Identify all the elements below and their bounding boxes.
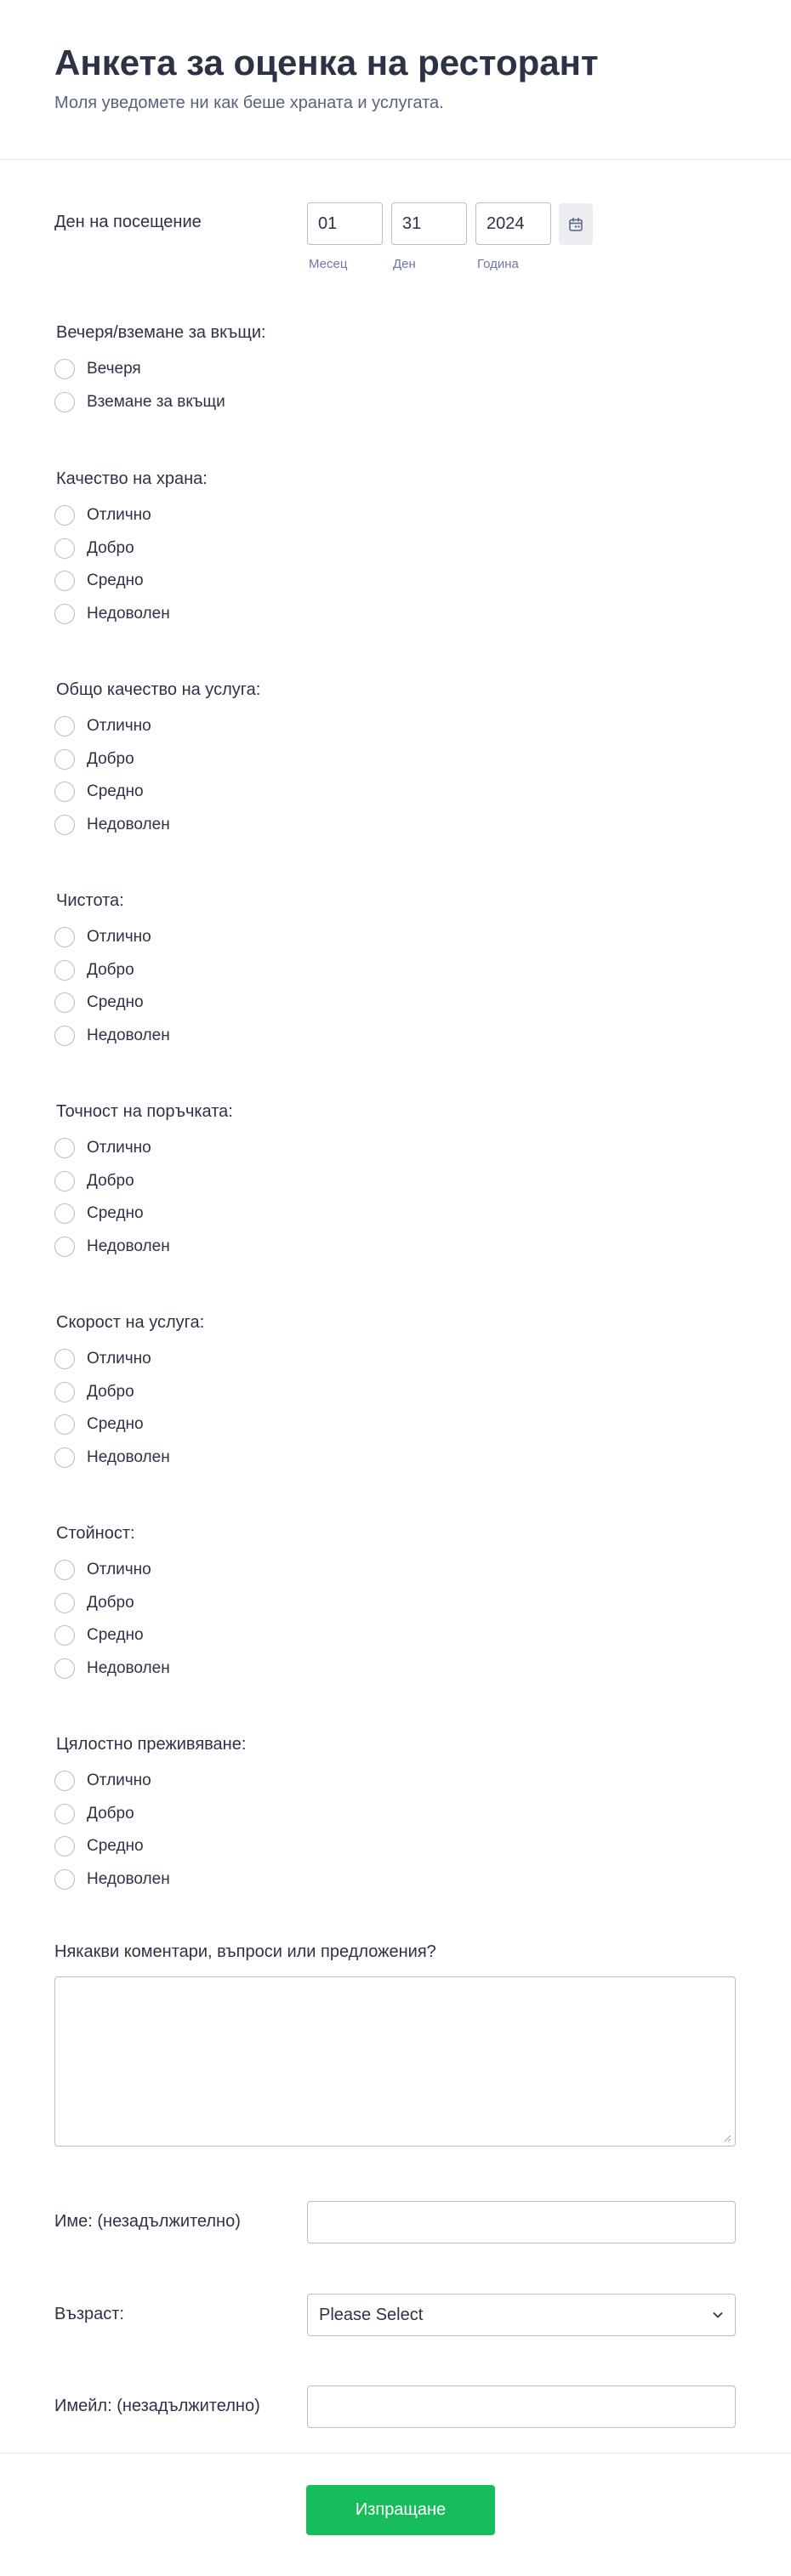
- email-input[interactable]: [307, 2386, 736, 2428]
- radio-option-label: Вечеря: [87, 360, 141, 378]
- radio-button[interactable]: [54, 1237, 75, 1257]
- radio-option-label: Средно: [87, 1204, 144, 1222]
- radio-button[interactable]: [54, 538, 75, 559]
- radio-button[interactable]: [54, 782, 75, 802]
- radio-option[interactable]: [54, 958, 134, 983]
- radio-option[interactable]: [54, 1768, 151, 1794]
- radio-button[interactable]: [54, 1593, 75, 1613]
- radio-option[interactable]: [54, 1412, 144, 1437]
- radio-option-label: Отлично: [87, 1139, 151, 1157]
- radio-button[interactable]: [54, 359, 75, 379]
- radio-option[interactable]: [54, 714, 151, 739]
- day-sublabel: Ден: [393, 257, 416, 271]
- radio-option[interactable]: [54, 1801, 134, 1827]
- year-sublabel: Година: [477, 257, 519, 271]
- comments-textarea[interactable]: [54, 1976, 736, 2147]
- radio-option-label: Недоволен: [87, 605, 170, 623]
- question-label: Точност на поръчката:: [56, 1102, 233, 1121]
- radio-option-label: Средно: [87, 571, 144, 589]
- radio-button[interactable]: [54, 392, 75, 412]
- age-selected-value: Please Select: [319, 2305, 424, 2324]
- question-label: Общо качество на услуга:: [56, 680, 261, 699]
- radio-button[interactable]: [54, 992, 75, 1013]
- radio-option-label: Средно: [87, 1837, 144, 1855]
- radio-option[interactable]: [54, 568, 144, 594]
- radio-option[interactable]: [54, 1557, 151, 1583]
- radio-option-label: Добро: [87, 1383, 134, 1401]
- radio-option-label: Добро: [87, 961, 134, 979]
- radio-button[interactable]: [54, 1447, 75, 1468]
- name-label: Име: (незадължително): [54, 2212, 241, 2231]
- radio-button[interactable]: [54, 1658, 75, 1679]
- month-sublabel: Месец: [309, 257, 348, 271]
- radio-option-label: Добро: [87, 1805, 134, 1823]
- question-label: Стойност:: [56, 1524, 135, 1543]
- radio-option-label: Недоволен: [87, 1870, 170, 1888]
- year-input[interactable]: [475, 202, 551, 245]
- radio-option[interactable]: [54, 356, 141, 382]
- radio-button[interactable]: [54, 815, 75, 835]
- radio-button[interactable]: [54, 927, 75, 947]
- radio-button[interactable]: [54, 505, 75, 526]
- radio-option[interactable]: [54, 1590, 134, 1616]
- radio-option[interactable]: [54, 779, 144, 805]
- radio-button[interactable]: [54, 1771, 75, 1791]
- radio-button[interactable]: [54, 749, 75, 770]
- radio-option-label: Недоволен: [87, 1237, 170, 1255]
- year-value: 2024: [487, 213, 525, 233]
- radio-button[interactable]: [54, 571, 75, 591]
- comments-label: Някакви коментари, въпроси или предложения?: [54, 1942, 436, 1961]
- radio-option[interactable]: [54, 1834, 144, 1859]
- radio-option[interactable]: [54, 990, 144, 1015]
- radio-option-label: Недоволен: [87, 1026, 170, 1044]
- month-input[interactable]: [307, 202, 383, 245]
- radio-option[interactable]: [54, 1379, 134, 1405]
- radio-button[interactable]: [54, 1836, 75, 1857]
- radio-option-label: Отлично: [87, 506, 151, 524]
- form-header: [0, 0, 791, 160]
- calendar-button[interactable]: [559, 203, 593, 245]
- radio-option[interactable]: [54, 1867, 170, 1892]
- radio-option[interactable]: [54, 924, 151, 950]
- radio-button[interactable]: [54, 1382, 75, 1402]
- radio-option-label: Добро: [87, 539, 134, 557]
- radio-option-label: Добро: [87, 750, 134, 768]
- calendar-icon: [568, 217, 583, 232]
- question-label: Скорост на услуга:: [56, 1313, 205, 1332]
- radio-button[interactable]: [54, 1026, 75, 1046]
- age-select[interactable]: [307, 2294, 736, 2336]
- visit-date-label: Ден на посещение: [54, 213, 202, 231]
- resize-grip-icon[interactable]: [723, 2134, 731, 2142]
- question-label: Качество на храна:: [56, 469, 208, 488]
- question-label: Цялостно преживяване:: [56, 1735, 247, 1754]
- radio-option-label: Отлично: [87, 1771, 151, 1789]
- radio-option-label: Добро: [87, 1594, 134, 1612]
- radio-option[interactable]: [54, 1656, 170, 1681]
- radio-button[interactable]: [54, 604, 75, 624]
- day-input[interactable]: [391, 202, 467, 245]
- radio-option-label: Средно: [87, 782, 144, 800]
- radio-button[interactable]: [54, 1804, 75, 1824]
- radio-button[interactable]: [54, 1414, 75, 1435]
- radio-option-label: Отлично: [87, 1561, 151, 1578]
- radio-option[interactable]: [54, 1169, 134, 1194]
- radio-button[interactable]: [54, 1625, 75, 1646]
- radio-option-label: Недоволен: [87, 1448, 170, 1466]
- radio-option[interactable]: [54, 536, 134, 561]
- radio-option-label: Отлично: [87, 717, 151, 735]
- radio-option[interactable]: [54, 1623, 144, 1648]
- month-value: 01: [318, 213, 338, 233]
- radio-option-label: Добро: [87, 1172, 134, 1190]
- name-input[interactable]: [307, 2201, 736, 2243]
- radio-option[interactable]: [54, 747, 134, 772]
- radio-option[interactable]: [54, 1445, 170, 1470]
- radio-option[interactable]: [54, 812, 170, 838]
- radio-option[interactable]: [54, 503, 151, 528]
- age-label: Възраст:: [54, 2305, 124, 2323]
- radio-button[interactable]: [54, 1869, 75, 1890]
- radio-option[interactable]: [54, 601, 170, 627]
- radio-button[interactable]: [54, 1138, 75, 1158]
- page-subtitle: Моля уведомете ни как беше храната и услугата.: [54, 94, 444, 112]
- radio-option-label: Недоволен: [87, 1659, 170, 1677]
- radio-option-label: Средно: [87, 993, 144, 1011]
- radio-option-label: Средно: [87, 1415, 144, 1433]
- radio-option[interactable]: [54, 1135, 151, 1161]
- radio-option[interactable]: [54, 1023, 170, 1049]
- radio-button[interactable]: [54, 1171, 75, 1191]
- dining-label: Вечеря/вземане за вкъщи:: [56, 323, 266, 342]
- radio-option-label: Отлично: [87, 1350, 151, 1368]
- radio-option[interactable]: [54, 1234, 170, 1260]
- radio-button[interactable]: [54, 1349, 75, 1369]
- radio-button[interactable]: [54, 1203, 75, 1224]
- radio-option-label: Отлично: [87, 928, 151, 946]
- submit-button[interactable]: Изпращане: [306, 2485, 495, 2535]
- radio-button[interactable]: [54, 960, 75, 981]
- radio-option[interactable]: [54, 390, 225, 415]
- radio-button[interactable]: [54, 1560, 75, 1580]
- page-title: Анкета за оценка на ресторант: [54, 43, 599, 82]
- radio-option[interactable]: [54, 1346, 151, 1372]
- radio-button[interactable]: [54, 716, 75, 736]
- radio-option[interactable]: [54, 1201, 144, 1226]
- day-value: 31: [402, 213, 422, 233]
- chevron-down-icon: [711, 2308, 725, 2322]
- email-label: Имейл: (незадължително): [54, 2397, 260, 2415]
- radio-option-label: Вземане за вкъщи: [87, 393, 225, 411]
- question-label: Чистота:: [56, 891, 124, 910]
- radio-option-label: Недоволен: [87, 816, 170, 833]
- radio-option-label: Средно: [87, 1626, 144, 1644]
